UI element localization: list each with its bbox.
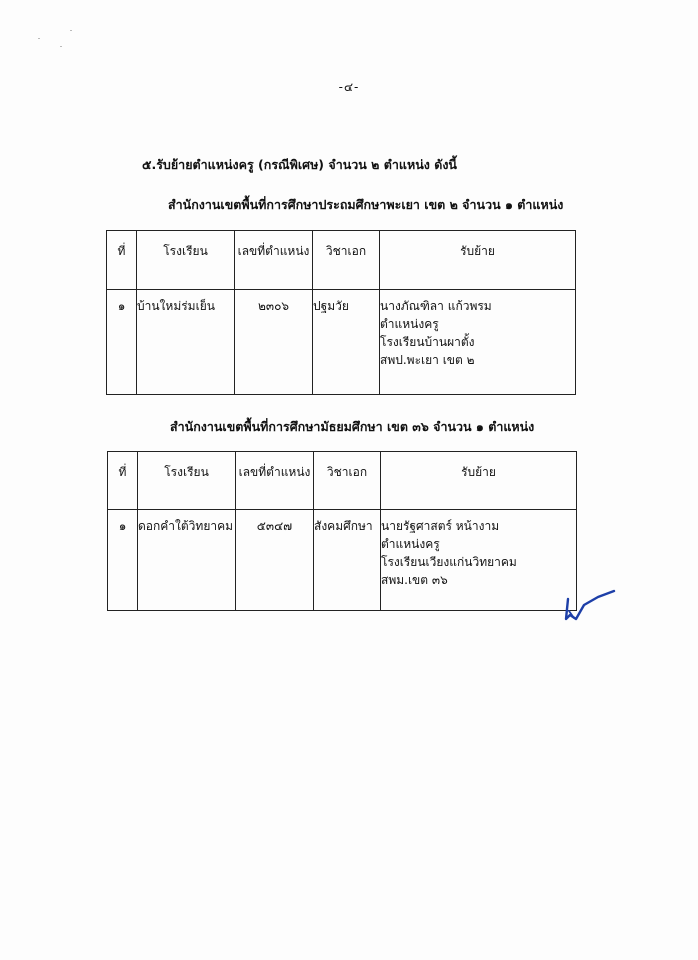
cell-position-no: ๒๓๐๖ bbox=[235, 290, 313, 395]
table-row bbox=[107, 290, 576, 395]
col-transfer-header: รับย้าย bbox=[380, 231, 576, 290]
table-1-title: สำนักงานเขตพื้นที่การศึกษาประถมศึกษาพะเยา เขต ๒ จำนวน ๑ ตำแหน่ง bbox=[168, 197, 564, 212]
col-no-header: ที่ bbox=[108, 452, 138, 510]
table-header-row bbox=[107, 231, 576, 290]
cell-school: บ้านใหม่ร่มเย็น bbox=[137, 290, 235, 395]
col-school-header: โรงเรียน bbox=[137, 231, 235, 290]
transfer-office: สพป.พะเยา เขต ๒ bbox=[380, 353, 475, 367]
cell-school: ดอกคำใต้วิทยาคม bbox=[138, 510, 236, 611]
cell-transfer bbox=[381, 510, 577, 611]
cell-transfer bbox=[380, 290, 576, 395]
col-transfer-header: รับย้าย bbox=[381, 452, 577, 510]
cell-no: ๑ bbox=[108, 510, 138, 611]
transfer-name: นายรัฐศาสตร์ หน้างาม bbox=[381, 519, 500, 533]
col-major-header: วิชาเอก bbox=[314, 452, 381, 510]
col-position-no-header: เลขที่ตำแหน่ง bbox=[235, 231, 313, 290]
cell-position-no: ๕๓๔๗ bbox=[236, 510, 314, 611]
transfer-office: สพม.เขต ๓๖ bbox=[381, 573, 448, 587]
section-heading: ๕.รับย้ายตำแหน่งครู (กรณีพิเศษ) จำนวน ๒ ตำแหน่ง ดังนี้ bbox=[142, 157, 457, 172]
cell-major: สังคมศึกษา bbox=[314, 510, 381, 611]
scan-speck bbox=[70, 30, 72, 31]
handwritten-signature-icon bbox=[560, 585, 620, 625]
cell-no: ๑ bbox=[107, 290, 137, 395]
table-row bbox=[108, 510, 577, 611]
transfer-table-1 bbox=[106, 230, 576, 395]
col-position-no-header: เลขที่ตำแหน่ง bbox=[236, 452, 314, 510]
transfer-table-2 bbox=[107, 451, 577, 611]
col-no-header: ที่ bbox=[107, 231, 137, 290]
scan-speck bbox=[38, 38, 40, 39]
transfer-school: โรงเรียนบ้านผาตั้ง bbox=[380, 335, 475, 349]
cell-major: ปฐมวัย bbox=[313, 290, 380, 395]
page-number: -๔- bbox=[338, 80, 360, 94]
table-header-row bbox=[108, 452, 577, 510]
transfer-school: โรงเรียนเวียงแก่นวิทยาคม bbox=[381, 555, 517, 569]
transfer-position: ตำแหน่งครู bbox=[381, 537, 440, 551]
table-2-title: สำนักงานเขตพื้นที่การศึกษามัธยมศึกษา เขต ๓๖ จำนวน ๑ ตำแหน่ง bbox=[170, 419, 535, 434]
scan-speck bbox=[60, 46, 62, 47]
col-major-header: วิชาเอก bbox=[313, 231, 380, 290]
col-school-header: โรงเรียน bbox=[138, 452, 236, 510]
transfer-position: ตำแหน่งครู bbox=[380, 317, 439, 331]
transfer-name: นางภัณฑิลา แก้วพรม bbox=[380, 299, 492, 313]
